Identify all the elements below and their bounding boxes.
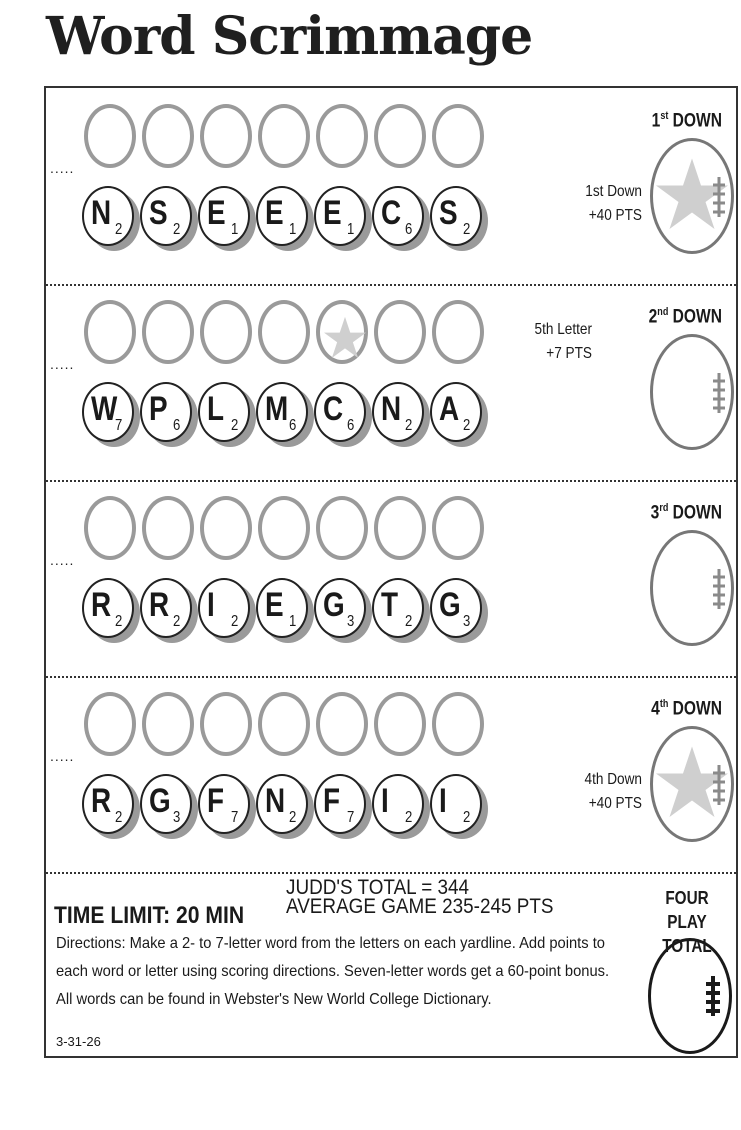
tile-letter: T bbox=[381, 586, 399, 624]
tile-point-value: 3 bbox=[463, 613, 471, 630]
tile-face bbox=[140, 382, 192, 442]
time-limit: TIME LIMIT: 20 MIN bbox=[54, 902, 245, 929]
letter-tile bbox=[430, 774, 484, 836]
tile-face bbox=[256, 186, 308, 246]
answer-blank[interactable] bbox=[142, 692, 194, 756]
tile-face bbox=[372, 774, 424, 834]
answer-blank[interactable] bbox=[84, 104, 136, 168]
answer-blank[interactable] bbox=[200, 692, 252, 756]
answer-blank[interactable] bbox=[84, 692, 136, 756]
answer-blank[interactable] bbox=[200, 496, 252, 560]
letter-tile bbox=[82, 382, 136, 444]
tile-point-value: 6 bbox=[173, 417, 181, 434]
tile-letter: N bbox=[381, 390, 402, 428]
yardline-row bbox=[46, 676, 736, 872]
tile-point-value: 2 bbox=[115, 221, 123, 238]
answer-blank[interactable] bbox=[258, 496, 310, 560]
football-laces-icon bbox=[709, 763, 729, 807]
tile-letter: A bbox=[439, 390, 460, 428]
answer-blank[interactable] bbox=[432, 496, 484, 560]
letter-tile bbox=[198, 774, 252, 836]
tile-letter: G bbox=[149, 782, 171, 820]
tile-face bbox=[372, 578, 424, 638]
down-ordinal: nd bbox=[657, 306, 669, 318]
yardline-row bbox=[46, 88, 736, 284]
four-play-line1: FOUR PLAY bbox=[665, 888, 709, 932]
tile-letter: G bbox=[323, 586, 345, 624]
down-ordinal: rd bbox=[659, 502, 669, 514]
tile-face bbox=[82, 774, 134, 834]
tile-letter: P bbox=[149, 390, 168, 428]
row-leader: ..... bbox=[50, 552, 75, 568]
down-score-football[interactable] bbox=[650, 334, 734, 450]
letter-tile bbox=[140, 186, 194, 248]
letter-tile bbox=[372, 382, 426, 444]
row-leader: ..... bbox=[50, 356, 75, 372]
answer-blank[interactable] bbox=[142, 104, 194, 168]
down-label bbox=[624, 698, 722, 720]
letter-tile bbox=[372, 186, 426, 248]
down-label bbox=[624, 502, 722, 524]
tile-point-value: 2 bbox=[231, 417, 239, 434]
tile-face bbox=[82, 382, 134, 442]
answer-blank[interactable] bbox=[200, 104, 252, 168]
bonus-points: +40 PTS bbox=[588, 207, 642, 224]
tile-face bbox=[314, 186, 366, 246]
four-play-line2: TOTAL bbox=[662, 936, 712, 956]
tile-point-value: 2 bbox=[115, 613, 123, 630]
letter-tile bbox=[372, 774, 426, 836]
letter-tile bbox=[140, 774, 194, 836]
down-label bbox=[624, 306, 722, 328]
tile-face bbox=[140, 578, 192, 638]
tile-point-value: 7 bbox=[115, 417, 123, 434]
tile-point-value: 2 bbox=[463, 809, 471, 826]
letter-tile bbox=[82, 186, 136, 248]
tile-face bbox=[82, 186, 134, 246]
letter-tile bbox=[314, 774, 368, 836]
puzzle-title: Word Scrimmage bbox=[46, 6, 533, 67]
tile-face bbox=[314, 774, 366, 834]
tile-letter: C bbox=[323, 390, 344, 428]
answer-blank[interactable] bbox=[374, 692, 426, 756]
answer-blank[interactable] bbox=[258, 104, 310, 168]
tile-point-value: 2 bbox=[405, 809, 413, 826]
football-laces-icon bbox=[709, 371, 729, 415]
tile-letter: C bbox=[381, 194, 402, 232]
tile-letter: E bbox=[323, 194, 342, 232]
letter-tile bbox=[430, 186, 484, 248]
down-ordinal: st bbox=[660, 110, 669, 122]
tile-letter: I bbox=[207, 586, 215, 624]
tile-point-value: 7 bbox=[231, 809, 239, 826]
letter-tile bbox=[198, 578, 252, 640]
answer-blank[interactable] bbox=[316, 496, 368, 560]
letter-tile bbox=[256, 186, 310, 248]
letter-tile bbox=[314, 578, 368, 640]
football-laces-icon bbox=[709, 175, 729, 219]
tile-face bbox=[198, 578, 250, 638]
tile-face bbox=[198, 774, 250, 834]
yardline-row bbox=[46, 480, 736, 676]
answer-blank[interactable] bbox=[374, 104, 426, 168]
letter-tile bbox=[140, 382, 194, 444]
answer-blank[interactable] bbox=[258, 692, 310, 756]
tile-letter: E bbox=[265, 586, 284, 624]
tile-face bbox=[140, 774, 192, 834]
tile-face bbox=[198, 382, 250, 442]
tile-point-value: 2 bbox=[115, 809, 123, 826]
tile-point-value: 3 bbox=[347, 613, 355, 630]
puzzle-date: 3-31-26 bbox=[56, 1034, 101, 1049]
tile-face bbox=[140, 186, 192, 246]
letter-tile bbox=[314, 186, 368, 248]
tile-letter: G bbox=[439, 586, 461, 624]
tile-face bbox=[314, 382, 366, 442]
bonus-text bbox=[540, 768, 642, 816]
answer-blank[interactable] bbox=[258, 300, 310, 364]
down-number: 4 bbox=[651, 698, 660, 720]
down-number: 1 bbox=[651, 110, 661, 132]
down-word: DOWN bbox=[672, 306, 722, 328]
tile-point-value: 1 bbox=[289, 613, 297, 630]
four-play-total-football[interactable] bbox=[648, 938, 732, 1054]
tile-letter: F bbox=[323, 782, 341, 820]
tile-face bbox=[314, 578, 366, 638]
tile-point-value: 7 bbox=[347, 809, 355, 826]
tile-point-value: 2 bbox=[405, 417, 413, 434]
letter-tile bbox=[198, 186, 252, 248]
letter-tile bbox=[82, 578, 136, 640]
letter-tile bbox=[256, 382, 310, 444]
down-label bbox=[624, 110, 722, 132]
tile-letter: W bbox=[91, 390, 118, 428]
bonus-text bbox=[540, 180, 642, 228]
row-leader: ..... bbox=[50, 748, 75, 764]
tile-point-value: 3 bbox=[173, 809, 181, 826]
answer-blank[interactable] bbox=[432, 692, 484, 756]
bonus-points: +7 PTS bbox=[546, 345, 592, 362]
down-number: 2 bbox=[648, 306, 658, 328]
letter-tile bbox=[256, 774, 310, 836]
tile-point-value: 2 bbox=[463, 417, 471, 434]
tile-face bbox=[430, 774, 482, 834]
directions: Directions: Make a 2- to 7-letter word from the letters on each yardline. Add points to each word or letter using scoring directions. Seven-letter words get a 60-point bonus. All words can be found in Webster's New World College Dictionary. bbox=[56, 935, 610, 1008]
down-word: DOWN bbox=[672, 502, 722, 524]
game-board bbox=[44, 86, 738, 1058]
football-laces-icon bbox=[709, 567, 729, 611]
tile-letter: R bbox=[91, 782, 112, 820]
tile-point-value: 2 bbox=[231, 613, 239, 630]
answer-blank[interactable] bbox=[316, 104, 368, 168]
down-number: 3 bbox=[650, 502, 660, 524]
answer-blank[interactable] bbox=[84, 496, 136, 560]
tile-face bbox=[256, 382, 308, 442]
tile-letter: I bbox=[381, 782, 389, 820]
tile-point-value: 1 bbox=[231, 221, 239, 238]
tile-point-value: 6 bbox=[289, 417, 297, 434]
row-leader: ..... bbox=[50, 160, 75, 176]
answer-blank[interactable] bbox=[374, 300, 426, 364]
tile-letter: R bbox=[91, 586, 112, 624]
down-score-football[interactable] bbox=[650, 726, 734, 842]
tile-point-value: 2 bbox=[173, 613, 181, 630]
tile-face bbox=[430, 578, 482, 638]
bonus-points: +40 PTS bbox=[588, 795, 642, 812]
letter-tile bbox=[372, 578, 426, 640]
answer-blank[interactable] bbox=[84, 300, 136, 364]
down-word: DOWN bbox=[672, 110, 722, 132]
yardline-divider bbox=[46, 872, 736, 874]
bonus-condition: 4th Down bbox=[584, 771, 642, 788]
tile-point-value: 2 bbox=[289, 809, 297, 826]
tile-letter: E bbox=[265, 194, 284, 232]
tile-face bbox=[256, 578, 308, 638]
tile-letter: M bbox=[265, 390, 289, 428]
tile-point-value: 2 bbox=[405, 613, 413, 630]
tile-face bbox=[198, 186, 250, 246]
tile-point-value: 1 bbox=[347, 221, 355, 238]
answer-blank[interactable] bbox=[142, 496, 194, 560]
letter-tile bbox=[314, 382, 368, 444]
answer-blank[interactable] bbox=[142, 300, 194, 364]
yardline-row bbox=[46, 284, 736, 480]
tile-point-value: 6 bbox=[347, 417, 355, 434]
tile-face bbox=[372, 382, 424, 442]
average-game: AVERAGE GAME 235-245 PTS bbox=[286, 895, 554, 918]
answer-blank[interactable] bbox=[200, 300, 252, 364]
tile-letter: L bbox=[207, 390, 225, 428]
answer-blank[interactable] bbox=[316, 692, 368, 756]
tile-point-value: 2 bbox=[173, 221, 181, 238]
tile-letter: F bbox=[207, 782, 225, 820]
letter-tile bbox=[82, 774, 136, 836]
tile-face bbox=[430, 186, 482, 246]
tile-letter: S bbox=[149, 194, 168, 232]
letter-tile bbox=[430, 382, 484, 444]
tile-letter: S bbox=[439, 194, 458, 232]
bonus-answer-blank[interactable] bbox=[316, 300, 368, 364]
tile-face bbox=[82, 578, 134, 638]
answer-blank[interactable] bbox=[432, 104, 484, 168]
tile-face bbox=[372, 186, 424, 246]
down-word: DOWN bbox=[672, 698, 722, 720]
letter-tile bbox=[430, 578, 484, 640]
tile-letter: I bbox=[439, 782, 447, 820]
letter-tile bbox=[256, 578, 310, 640]
down-score-football[interactable] bbox=[650, 530, 734, 646]
down-score-football[interactable] bbox=[650, 138, 734, 254]
tile-letter: N bbox=[265, 782, 286, 820]
answer-blank[interactable] bbox=[432, 300, 484, 364]
star-icon bbox=[324, 312, 366, 362]
answer-blank[interactable] bbox=[374, 496, 426, 560]
bonus-condition: 5th Letter bbox=[534, 321, 592, 338]
down-ordinal: th bbox=[659, 698, 669, 710]
tile-letter: R bbox=[149, 586, 170, 624]
judd-total: JUDD'S TOTAL = 344 bbox=[286, 876, 470, 899]
tile-face bbox=[256, 774, 308, 834]
tile-letter: E bbox=[207, 194, 226, 232]
letter-tile bbox=[198, 382, 252, 444]
bonus-text bbox=[490, 318, 592, 366]
football-laces-icon bbox=[703, 974, 723, 1018]
tile-point-value: 2 bbox=[463, 221, 471, 238]
tile-point-value: 6 bbox=[405, 221, 413, 238]
bonus-condition: 1st Down bbox=[585, 183, 642, 200]
score-summary bbox=[286, 878, 554, 916]
letter-tile bbox=[140, 578, 194, 640]
tile-face bbox=[430, 382, 482, 442]
tile-letter: N bbox=[91, 194, 112, 232]
tile-point-value: 1 bbox=[289, 221, 297, 238]
